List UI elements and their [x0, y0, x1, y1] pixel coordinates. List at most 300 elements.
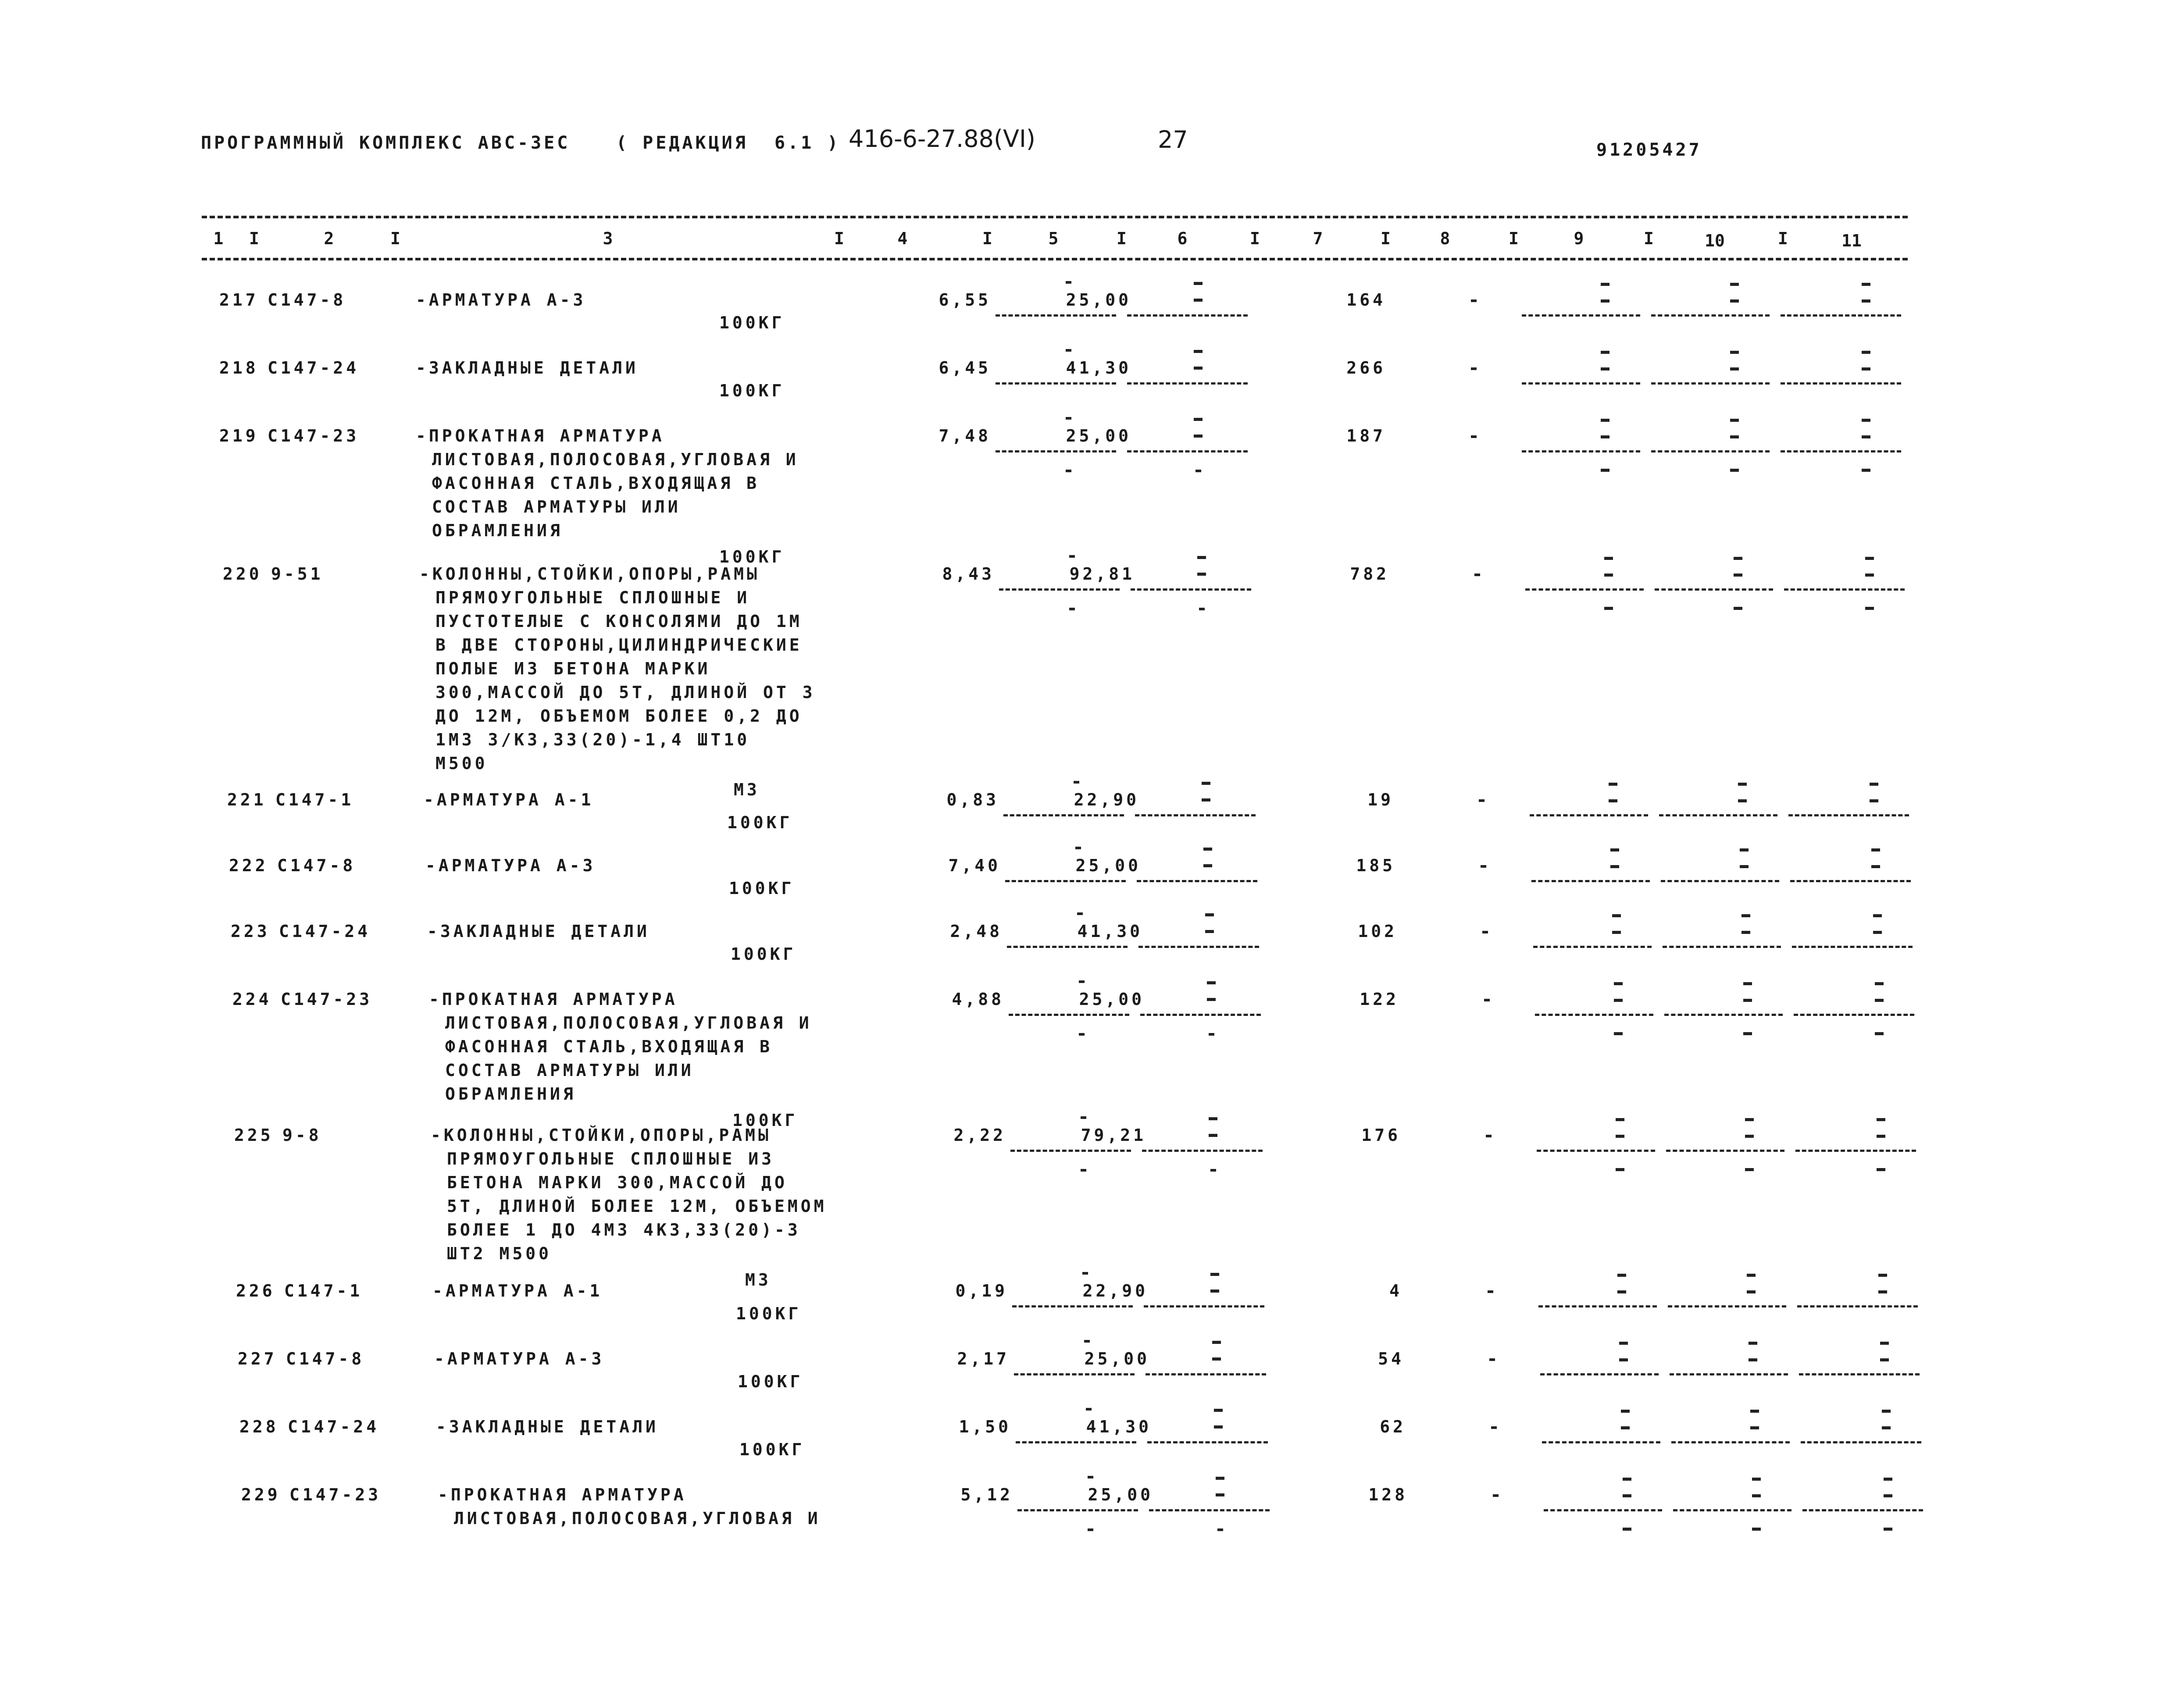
work-description-line: -ПРОКАТНАЯ АРМАТУРА	[429, 990, 678, 1009]
empty-cell-dash	[1601, 299, 1609, 303]
subtotal-rule	[1651, 382, 1770, 385]
work-description-line: ОБРАМЛЕНИЯ	[432, 521, 563, 540]
subtotal-rule	[1781, 314, 1901, 317]
subtotal-rule	[1802, 1509, 1923, 1511]
work-description-line: -ПРОКАТНАЯ АРМАТУРА	[416, 426, 665, 445]
empty-cell-dash	[1730, 435, 1739, 438]
empty-cell-dot	[1069, 555, 1075, 558]
empty-cell-dash	[1614, 982, 1623, 985]
empty-cell-dash	[1877, 1118, 1885, 1121]
quantity-value: 5,12	[960, 1485, 1013, 1504]
column-header-4: 4	[897, 229, 908, 248]
subtotal-rule	[1142, 1150, 1263, 1152]
column-header-6: 6	[1177, 229, 1188, 248]
quantity-value: 0,83	[946, 790, 999, 809]
column-header-2: 2	[324, 229, 334, 248]
row-number: 222	[229, 856, 268, 875]
total-cost-value: 164	[1346, 290, 1386, 310]
empty-cell-dash	[1752, 1528, 1761, 1531]
empty-cell-dash	[1862, 435, 1870, 438]
work-description-line: ПУСТОТЕЛЫЕ С КОНСОЛЯМИ ДО 1М	[435, 612, 803, 631]
empty-cell-dash	[1745, 1168, 1754, 1171]
page-number: 27	[1158, 126, 1188, 153]
empty-cell-dash	[1604, 574, 1613, 577]
unit-of-measure: 100КГ	[719, 547, 785, 566]
subtotal-rule	[1651, 450, 1770, 452]
empty-cell-dot	[1217, 1528, 1223, 1531]
work-description-line: -ЗАКЛАДНЫЕ ДЕТАЛИ	[427, 922, 650, 941]
rate-code: С147-8	[286, 1349, 365, 1368]
empty-cell-dash	[1610, 865, 1619, 868]
empty-cell-dash	[1749, 1358, 1757, 1361]
subtotal-rule	[1666, 1150, 1784, 1152]
empty-cell-dot	[1199, 608, 1205, 610]
subtotal-rule	[1671, 1441, 1790, 1443]
subtotal-rule	[996, 450, 1116, 452]
empty-cell-dash	[1209, 1117, 1217, 1120]
empty-cell-dot	[1079, 980, 1085, 983]
empty-cell-dot	[1069, 608, 1075, 610]
subtotal-rule	[1792, 946, 1913, 948]
column-separator: I	[1250, 229, 1260, 248]
total-cost-value: 122	[1360, 990, 1399, 1009]
empty-cell-dash	[1194, 350, 1203, 353]
column-separator: I	[1509, 229, 1519, 248]
empty-cell-dash	[1730, 283, 1739, 286]
empty-cell-dash	[1601, 283, 1609, 286]
empty-cell-dash	[1865, 607, 1874, 610]
column-header-5: 5	[1048, 229, 1059, 248]
unit-price-value: 22,90	[1082, 1281, 1148, 1300]
subtotal-rule	[1655, 588, 1773, 591]
edition-label: ( РЕДАКЦИЯ 6.1 )	[616, 133, 841, 153]
subtotal-rule	[1525, 588, 1644, 591]
empty-cell-dash	[1730, 469, 1739, 472]
empty-cell-dash	[1884, 1478, 1892, 1481]
subtotal-rule	[1127, 314, 1248, 317]
subtotal-rule	[1781, 450, 1901, 452]
empty-cell-dash	[1743, 982, 1752, 985]
empty-cell-dash	[1610, 848, 1619, 851]
quantity-value: 2,48	[950, 922, 1003, 941]
subtotal-rule	[1127, 382, 1248, 385]
column-separator: I	[1644, 229, 1654, 248]
rate-code: С147-23	[281, 990, 373, 1009]
empty-cell-dash	[1202, 798, 1210, 802]
unit-of-measure: 100КГ	[736, 1304, 802, 1323]
rate-code: С147-8	[268, 290, 346, 310]
unit-price-value: 41,30	[1077, 922, 1143, 941]
unit-price-value: 25,00	[1066, 290, 1131, 310]
work-description-line: ДО 12М, ОБЪЕМОМ БОЛЕЕ 0,2 ДО	[435, 706, 803, 726]
unit-price-value: 41,30	[1086, 1417, 1152, 1436]
empty-cell-dash	[1604, 557, 1613, 560]
unit-price-value: 25,00	[1075, 856, 1141, 875]
empty-cell-dash	[1194, 367, 1203, 370]
empty-cell-dash	[1214, 1425, 1223, 1429]
empty-cell-dash	[1612, 914, 1621, 917]
empty-cell-dot	[1471, 367, 1477, 370]
subtotal-rule	[1005, 880, 1126, 882]
empty-cell-dot	[1471, 299, 1477, 302]
empty-cell-dash	[1621, 1426, 1630, 1429]
work-description-line: -ЗАКЛАДНЫЕ ДЕТАЛИ	[436, 1417, 659, 1436]
subtotal-rule	[1651, 314, 1770, 317]
empty-cell-dot	[1471, 435, 1477, 438]
column-header-7: 7	[1313, 229, 1323, 248]
empty-cell-dash	[1749, 1342, 1757, 1345]
total-cost-value: 102	[1358, 922, 1397, 941]
work-description-line: ФАСОННАЯ СТАЛЬ,ВХОДЯЩАЯ В	[445, 1037, 773, 1056]
empty-cell-dash	[1616, 1135, 1624, 1138]
column-separator: I	[1117, 229, 1127, 248]
empty-cell-dash	[1877, 1135, 1885, 1138]
empty-cell-dot	[1195, 470, 1201, 472]
empty-cell-dash	[1740, 848, 1749, 851]
empty-cell-dash	[1194, 418, 1203, 421]
empty-cell-dot	[1209, 1033, 1214, 1036]
empty-cell-dash	[1747, 1290, 1756, 1293]
unit-price-value: 25,00	[1079, 990, 1145, 1009]
empty-cell-dash	[1617, 1290, 1626, 1293]
empty-cell-dash	[1875, 1032, 1884, 1035]
unit-price-value: 92,81	[1069, 564, 1135, 584]
subtotal-rule	[996, 382, 1116, 385]
empty-cell-dot	[1081, 1116, 1086, 1119]
empty-cell-dash	[1880, 1358, 1889, 1361]
rate-code: 9-8	[282, 1126, 322, 1145]
subtotal-rule	[1131, 588, 1251, 591]
subtotal-rule	[1127, 450, 1248, 452]
unit-of-measure: М3	[745, 1270, 771, 1290]
empty-cell-dash	[1741, 914, 1750, 917]
column-separator: I	[1381, 229, 1391, 248]
empty-cell-dash	[1216, 1493, 1224, 1496]
quantity-value: 0,19	[955, 1281, 1008, 1300]
empty-cell-dash	[1197, 556, 1206, 559]
empty-cell-dash	[1873, 931, 1882, 934]
subtotal-rule	[1017, 1509, 1138, 1511]
empty-cell-dash	[1207, 998, 1216, 1001]
column-separator: I	[834, 229, 844, 248]
work-description-line: -АРМАТУРА А-1	[432, 1281, 603, 1300]
subtotal-rule	[1794, 1014, 1914, 1016]
row-number: 225	[234, 1126, 274, 1145]
work-description-line: -АРМАТУРА А-3	[425, 856, 596, 875]
work-description-line: -ЗАКЛАДНЫЕ ДЕТАЛИ	[416, 358, 639, 378]
empty-cell-dash	[1741, 931, 1750, 934]
row-number: 220	[223, 564, 262, 584]
quantity-value: 6,55	[939, 290, 991, 310]
empty-cell-dash	[1870, 799, 1878, 802]
quantity-value: 4,88	[952, 990, 1004, 1009]
empty-cell-dot	[1474, 574, 1480, 576]
empty-cell-dash	[1194, 282, 1203, 285]
empty-cell-dash	[1730, 299, 1739, 303]
unit-price-value: 25,00	[1088, 1485, 1153, 1504]
empty-cell-dot	[1088, 1528, 1093, 1531]
subtotal-rule	[1788, 814, 1909, 816]
empty-cell-dash	[1878, 1274, 1887, 1277]
subtotal-rule	[1801, 1441, 1921, 1443]
subtotal-rule	[1797, 1305, 1918, 1307]
empty-cell-dash	[1621, 1410, 1630, 1413]
empty-cell-dash	[1878, 1290, 1887, 1293]
empty-cell-dash	[1750, 1426, 1759, 1429]
empty-cell-dot	[1479, 799, 1485, 802]
rate-code: С147-23	[289, 1485, 382, 1504]
empty-cell-dash	[1197, 573, 1206, 576]
program-title: ПРОГРАММНЫЙ КОМПЛЕКС АВС-ЗЕС	[201, 133, 571, 153]
total-cost-value: 782	[1350, 564, 1389, 584]
empty-cell-dash	[1738, 799, 1747, 802]
empty-cell-dash	[1194, 435, 1203, 438]
total-cost-value: 62	[1380, 1417, 1406, 1436]
empty-cell-dot	[1488, 1290, 1493, 1293]
work-description-line: 1М3 3/КЗ,33(20)-1,4 ШТ10	[435, 730, 750, 749]
empty-cell-dash	[1752, 1494, 1761, 1497]
rate-code: С147-1	[284, 1281, 363, 1300]
empty-cell-dash	[1609, 799, 1617, 802]
subtotal-rule	[1538, 1305, 1657, 1307]
subtotal-rule	[1016, 1441, 1136, 1443]
work-description-line: ФАСОННАЯ СТАЛЬ,ВХОДЯЩАЯ В	[432, 474, 760, 493]
empty-cell-dot	[1088, 1476, 1093, 1478]
row-number: 224	[232, 990, 272, 1009]
column-header-11: 11	[1841, 231, 1862, 250]
quantity-value: 8,43	[942, 564, 995, 584]
empty-cell-dash	[1862, 351, 1870, 354]
total-cost-value: 4	[1389, 1281, 1402, 1300]
row-number: 229	[241, 1485, 281, 1504]
empty-cell-dot	[1489, 1358, 1495, 1361]
empty-cell-dash	[1882, 1410, 1891, 1413]
rate-code: 9-51	[271, 564, 324, 584]
subtotal-rule	[1003, 814, 1124, 816]
empty-cell-dash	[1862, 469, 1870, 472]
row-number: 228	[239, 1417, 279, 1436]
subtotal-rule	[1147, 1441, 1268, 1443]
empty-cell-dot	[1493, 1494, 1499, 1497]
empty-cell-dash	[1734, 557, 1742, 560]
empty-cell-dash	[1614, 1032, 1623, 1035]
subtotal-rule	[1522, 450, 1640, 452]
empty-cell-dot	[1066, 417, 1071, 420]
unit-of-measure: 100КГ	[738, 1372, 803, 1391]
empty-cell-dash	[1875, 999, 1884, 1002]
empty-cell-dash	[1752, 1478, 1761, 1481]
quantity-value: 7,40	[948, 856, 1001, 875]
row-number: 221	[227, 790, 267, 809]
subtotal-rule	[1790, 880, 1911, 882]
unit-price-value: 25,00	[1084, 1349, 1150, 1368]
empty-cell-dash	[1745, 1118, 1754, 1121]
empty-cell-dash	[1865, 557, 1874, 560]
rate-code: С147-1	[275, 790, 354, 809]
work-description-line: СОСТАВ АРМАТУРЫ ИЛИ	[445, 1061, 694, 1080]
rate-code: С147-24	[268, 358, 360, 378]
empty-cell-dash	[1194, 299, 1203, 302]
work-description-line: ОБРАМЛЕНИЯ	[445, 1084, 576, 1104]
quantity-value: 2,22	[953, 1126, 1006, 1145]
subtotal-rule	[1533, 946, 1652, 948]
empty-cell-dash	[1738, 783, 1747, 786]
subtotal-rule	[1537, 1150, 1655, 1152]
row-number: 218	[219, 358, 259, 378]
work-description-line: БЕТОНА МАРКИ 300,МАССОЙ ДО	[447, 1173, 788, 1192]
empty-cell-dash	[1871, 865, 1880, 868]
row-number: 226	[236, 1281, 275, 1300]
empty-cell-dash	[1601, 367, 1609, 370]
empty-cell-dot	[1482, 931, 1488, 933]
row-number: 217	[219, 290, 259, 310]
empty-cell-dash	[1203, 848, 1212, 851]
subtotal-rule	[1522, 382, 1640, 385]
subtotal-rule	[1659, 814, 1777, 816]
subtotal-rule	[1135, 814, 1256, 816]
rate-code: С147-23	[268, 426, 360, 445]
empty-cell-dash	[1730, 367, 1739, 370]
empty-cell-dash	[1212, 1341, 1221, 1344]
subtotal-rule	[1146, 1373, 1266, 1375]
work-description-line: В ДВЕ СТОРОНЫ,ЦИЛИНДРИЧЕСКИЕ	[435, 635, 803, 655]
empty-cell-dash	[1614, 999, 1623, 1002]
work-description-line: ЛИСТОВАЯ,ПОЛОСОВАЯ,УГЛОВАЯ И	[454, 1509, 821, 1528]
empty-cell-dash	[1619, 1342, 1628, 1345]
empty-cell-dash	[1870, 783, 1878, 786]
empty-cell-dot	[1074, 781, 1079, 784]
work-description-line: -АРМАТУРА А-1	[424, 790, 594, 809]
empty-cell-dot	[1486, 1135, 1492, 1137]
work-description-line: ЛИСТОВАЯ,ПОЛОСОВАЯ,УГЛОВАЯ И	[432, 450, 799, 469]
empty-cell-dash	[1862, 419, 1870, 422]
row-number: 227	[238, 1349, 277, 1368]
empty-cell-dash	[1730, 419, 1739, 422]
subtotal-rule	[1544, 1509, 1662, 1511]
empty-cell-dash	[1862, 283, 1870, 286]
empty-cell-dash	[1616, 1118, 1624, 1121]
column-separator: I	[982, 229, 992, 248]
subtotal-rule	[1535, 1014, 1653, 1016]
empty-cell-dash	[1207, 981, 1216, 984]
empty-cell-dash	[1884, 1528, 1892, 1531]
work-description-line: -ПРОКАТНАЯ АРМАТУРА	[438, 1485, 687, 1504]
empty-cell-dash	[1623, 1528, 1631, 1531]
empty-cell-dash	[1601, 351, 1609, 354]
empty-cell-dash	[1616, 1168, 1624, 1171]
subtotal-rule	[1014, 1373, 1135, 1375]
table-header-rule	[202, 258, 1908, 260]
quantity-value: 2,17	[957, 1349, 1010, 1368]
empty-cell-dash	[1873, 914, 1882, 917]
total-cost-value: 187	[1346, 426, 1386, 445]
subtotal-rule	[1542, 1441, 1660, 1443]
subtotal-rule	[1781, 382, 1901, 385]
empty-cell-dash	[1203, 864, 1212, 867]
subtotal-rule	[1531, 880, 1650, 882]
work-description-line: ПРЯМОУГОЛЬНЫЕ СПЛОШНЫЕ И	[435, 588, 750, 607]
work-description-line: СОСТАВ АРМАТУРЫ ИЛИ	[432, 497, 681, 517]
empty-cell-dash	[1210, 1273, 1219, 1276]
empty-cell-dot	[1481, 865, 1486, 868]
empty-cell-dash	[1210, 1290, 1219, 1293]
row-number: 219	[219, 426, 259, 445]
work-description-line: БОЛЕЕ 1 ДО 4М3 4КЗ,33(20)-3	[447, 1220, 801, 1240]
subtotal-rule	[1149, 1509, 1270, 1511]
subtotal-rule	[1012, 1305, 1133, 1307]
empty-cell-dash	[1862, 299, 1870, 303]
column-header-10: 10	[1705, 231, 1725, 250]
empty-cell-dash	[1730, 351, 1739, 354]
empty-cell-dash	[1612, 931, 1621, 934]
empty-cell-dash	[1882, 1426, 1891, 1429]
table-top-rule	[202, 216, 1908, 218]
empty-cell-dash	[1623, 1494, 1631, 1497]
column-separator: I	[1778, 229, 1788, 248]
empty-cell-dash	[1617, 1274, 1626, 1277]
empty-cell-dash	[1745, 1135, 1754, 1138]
subtotal-rule	[1661, 880, 1779, 882]
column-header-8: 8	[1440, 229, 1450, 248]
quantity-value: 1,50	[959, 1417, 1011, 1436]
unit-of-measure: 100КГ	[739, 1440, 805, 1459]
unit-of-measure: 100КГ	[727, 813, 793, 832]
quantity-value: 6,45	[939, 358, 991, 378]
empty-cell-dash	[1734, 607, 1742, 610]
empty-cell-dash	[1601, 435, 1609, 438]
work-description-line: ЛИСТОВАЯ,ПОЛОСОВАЯ,УГЛОВАЯ И	[445, 1013, 812, 1033]
subtotal-rule	[1010, 1150, 1131, 1152]
empty-cell-dash	[1601, 469, 1609, 472]
total-cost-value: 54	[1378, 1349, 1404, 1368]
empty-cell-dash	[1871, 848, 1880, 851]
total-cost-value: 266	[1346, 358, 1386, 378]
unit-of-measure: 100КГ	[719, 381, 785, 400]
empty-cell-dot	[1066, 281, 1071, 284]
empty-cell-dash	[1601, 419, 1609, 422]
empty-cell-dash	[1875, 982, 1884, 985]
empty-cell-dash	[1750, 1410, 1759, 1413]
subtotal-rule	[1522, 314, 1640, 317]
empty-cell-dash	[1214, 1409, 1223, 1412]
total-cost-value: 176	[1361, 1126, 1401, 1145]
work-description-line: -КОЛОННЫ,СТОЙКИ,ОПОРЫ,РАМЫ	[431, 1126, 771, 1145]
work-description-line: ПОЛЫЕ ИЗ БЕТОНА МАРКИ	[435, 659, 711, 678]
empty-cell-dot	[1066, 349, 1071, 352]
empty-cell-dash	[1205, 930, 1214, 933]
document-code: 91205427	[1596, 140, 1702, 160]
subtotal-rule	[1799, 1373, 1920, 1375]
empty-cell-dash	[1743, 1032, 1752, 1035]
subtotal-rule	[1795, 1150, 1916, 1152]
empty-cell-dot	[1491, 1426, 1497, 1429]
empty-cell-dash	[1609, 783, 1617, 786]
rate-code: С147-24	[288, 1417, 380, 1436]
row-number: 223	[231, 922, 270, 941]
work-description-line: -КОЛОННЫ,СТОЙКИ,ОПОРЫ,РАМЫ	[419, 564, 760, 584]
unit-price-value: 25,00	[1066, 426, 1131, 445]
work-description-line: -АРМАТУРА А-3	[416, 290, 586, 310]
column-header-3: 3	[603, 229, 613, 248]
subtotal-rule	[996, 314, 1116, 317]
empty-cell-dash	[1216, 1477, 1224, 1480]
subtotal-rule	[1144, 1305, 1264, 1307]
work-description-line: ШТ2 М500	[447, 1244, 552, 1263]
empty-cell-dot	[1066, 470, 1071, 472]
work-description-line: -АРМАТУРА А-3	[434, 1349, 605, 1368]
work-description-line: М500	[435, 754, 488, 773]
empty-cell-dot	[1484, 999, 1490, 1001]
